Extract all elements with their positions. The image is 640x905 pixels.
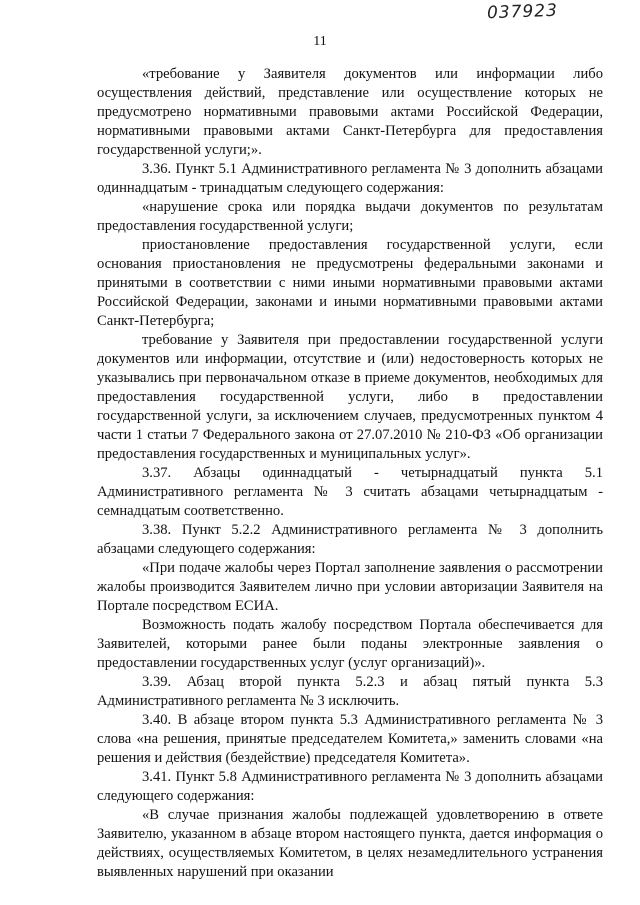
paragraph: 3.37. Абзацы одиннадцатый - четырнадцатый пункта 5.1 Административного регламента № 3 считать абзацами четырнадцатым - семнадцатым соответственно.: [97, 465, 603, 519]
paragraph: «При подаче жалобы через Портал заполнение заявления о рассмотрении жалобы производится Заявителем лично при условии авторизации Заявителя на Портале посредством ЕСИА.: [97, 560, 603, 614]
paragraph: требование у Заявителя при предоставлении государственной услуги документов или информации, отсутствие и (или) недостоверность которых не указывались при первоначальном отказе в приеме документов, необходимых для предоставления государственной услуги, либо в предоставлении государственной услуги, за исключением случаев, предусмотренных пунктом 4 части 1 статьи 7 Федерального закона от 27.07.2010 № 210-ФЗ «Об организации предоставления государственных и муниципальных услуг».: [97, 332, 603, 462]
paragraph: приостановление предоставления государственной услуги, если основания приостановления не предусмотрены федеральными законами и принятыми в соответствии с ними иными нормативными правовыми актами Российской Федерации, законами и иными нормативными правовыми актами Санкт-Петербурга;: [97, 237, 603, 329]
paragraph: «В случае признания жалобы подлежащей удовлетворению в ответе Заявителю, указанном в абзаце втором настоящего пункта, дается информация о действиях, осуществляемых Комитетом, в целях незамедлительного устранения выявленных нарушений при оказании: [97, 807, 603, 880]
handwritten-document-number: 037923: [486, 0, 559, 24]
document-body: [97, 65, 603, 882]
paragraph: 3.40. В абзаце втором пункта 5.3 Административного регламента № 3 слова «на решения, принятые председателем Комитета,» заменить словами «на решения и действия (бездействие) председателя Комитета».: [97, 712, 603, 766]
paragraph: Возможность подать жалобу посредством Портала обеспечивается для Заявителей, которыми ранее были поданы электронные заявления о предоставлении государственных услуг (услуг организаций)».: [97, 617, 603, 671]
paragraph: «требование у Заявителя документов или информации либо осуществления действий, представление или осуществление которых не предусмотрено нормативными правовыми актами Российской Федерации, нормативными правовыми актами Санкт-Петербурга для предоставления государственной услуги;».: [97, 66, 603, 158]
page-number: 11: [313, 34, 327, 49]
paragraph: 3.36. Пункт 5.1 Административного регламента № 3 дополнить абзацами одиннадцатым - тринадцатым следующего содержания:: [97, 161, 603, 196]
paragraph: «нарушение срока или порядка выдачи документов по результатам предоставления государственной услуги;: [97, 199, 603, 234]
paragraph: 3.38. Пункт 5.2.2 Административного регламента № 3 дополнить абзацами следующего содержания:: [97, 522, 603, 557]
paragraph: 3.41. Пункт 5.8 Административного регламента № 3 дополнить абзацами следующего содержания:: [97, 769, 603, 804]
paragraph: 3.39. Абзац второй пункта 5.2.3 и абзац пятый пункта 5.3 Административного регламента № 3 исключить.: [97, 674, 603, 709]
